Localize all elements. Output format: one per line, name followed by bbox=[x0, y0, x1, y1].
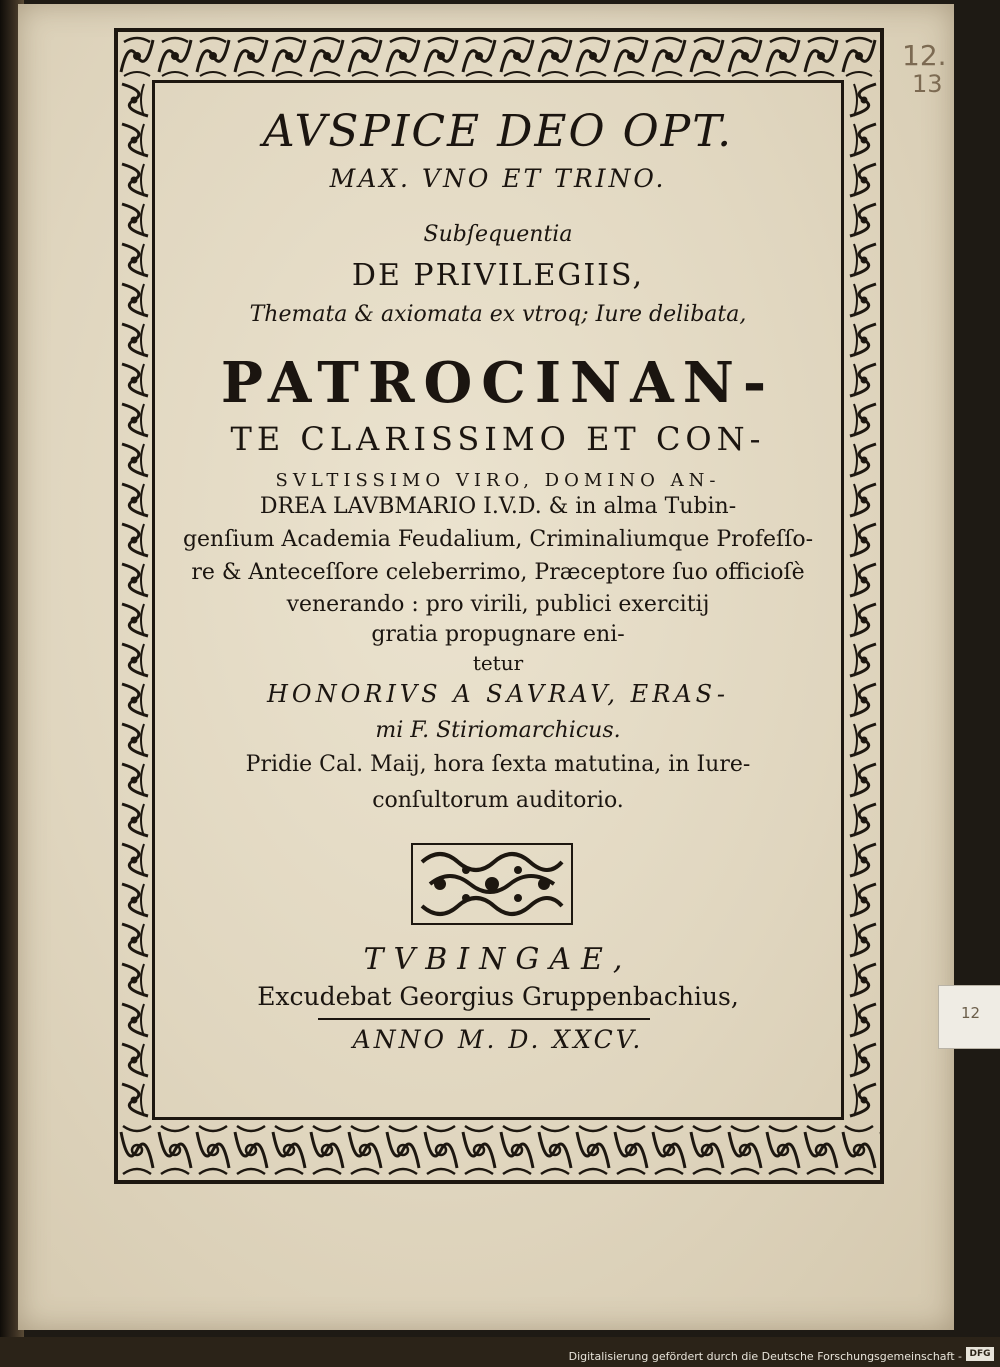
printers-ornament bbox=[410, 842, 574, 926]
tab-label: 12 bbox=[961, 1004, 981, 1022]
date-line: Pridie Cal. Maij, hora ſexta matutina, in Iure- bbox=[245, 752, 751, 777]
author-origin: mi F. Stiriomarchicus. bbox=[375, 718, 621, 743]
imprint-printer: Excudebat Georgius Gruppenbachius, bbox=[257, 982, 739, 1011]
body-line-1: DREA LAVBMARIO I.V.D. & in alma Tubin- bbox=[259, 494, 737, 519]
dfg-logo: DFG bbox=[966, 1347, 994, 1361]
author-line: HONORIVS A SAVRAV, ERAS- bbox=[266, 680, 730, 708]
paper-tab bbox=[938, 985, 1000, 1049]
body-line-2: genſium Academia Feudalium, Criminaliumque Profeſſo- bbox=[182, 527, 814, 552]
heading-trino: MAX. VNO ET TRINO. bbox=[329, 164, 667, 193]
imprint-rule bbox=[318, 1018, 650, 1020]
imprint-place: TVBINGAE, bbox=[363, 942, 633, 977]
consultissimo-line: SVLTISSIMO VIRO, DOMINO AN- bbox=[275, 470, 721, 491]
subsequentia: Subſequentia bbox=[423, 222, 573, 247]
pencil-note-sub: 13 bbox=[912, 70, 943, 98]
patrocinan-line: PATROCINAN- bbox=[220, 350, 776, 416]
body-line-5: gratia propugnare eni- bbox=[371, 622, 625, 647]
clarissimo-line: TE CLARISSIMO ET CON- bbox=[230, 420, 766, 458]
pencil-note-top: 12. bbox=[902, 39, 947, 72]
heading-auspice: AVSPICE DEO OPT. bbox=[262, 106, 734, 157]
place-line: conſultorum auditorio. bbox=[372, 788, 624, 813]
body-line-3: re & Anteceſſore celeberrimo, Præceptore ſuo officioſè bbox=[191, 560, 805, 585]
footer-bar bbox=[0, 1337, 1000, 1367]
body-line-6: tetur bbox=[472, 651, 524, 675]
imprint-year: ANNO M. D. XXCV. bbox=[352, 1025, 644, 1054]
footer-credit: Digitalisierung gefördert durch die Deutsche Forschungsgemeinschaft - bbox=[568, 1350, 962, 1363]
body-line-4: venerando : pro virili, publici exercitij bbox=[286, 592, 710, 617]
title-de-privilegiis: DE PRIVILEGIIS, bbox=[351, 258, 645, 293]
themata-line: Themata & axiomata ex vtroq; Iure delibata, bbox=[249, 302, 747, 327]
